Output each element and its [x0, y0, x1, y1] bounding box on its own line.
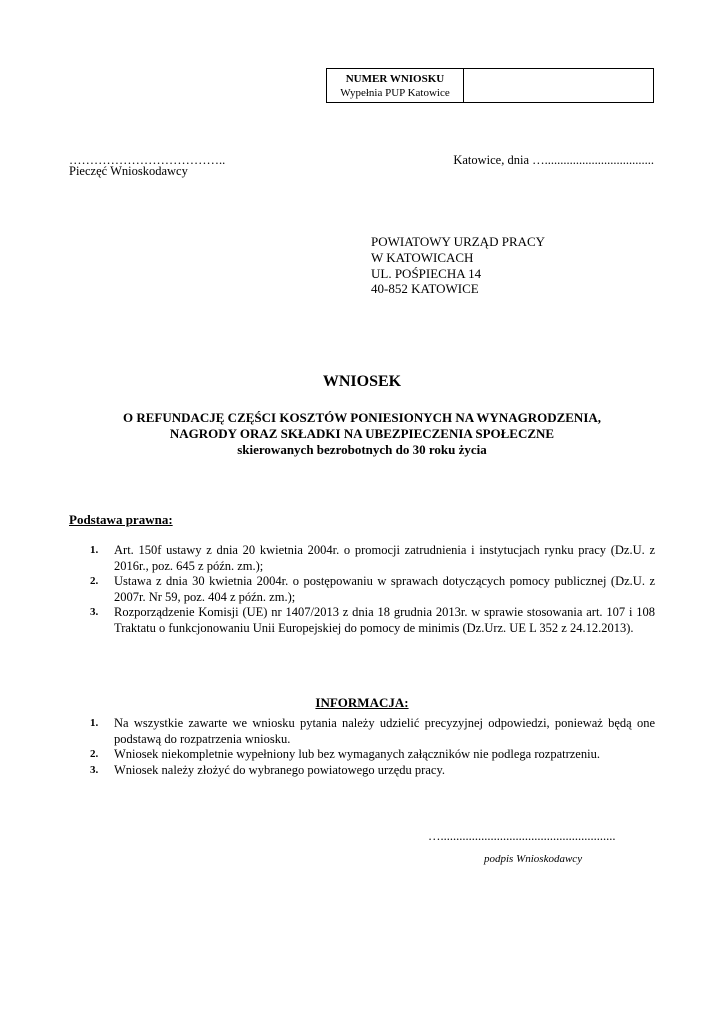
recipient-line: W KATOWICACH	[371, 249, 474, 265]
signature-label: podpis Wnioskodawcy	[484, 853, 583, 865]
recipient-line: UL. POŚPIECHA 14	[371, 265, 482, 281]
list-item-text: Wniosek niekompletnie wypełniony lub bez wymaganych załączników nie podlega rozpatrzeniu.	[114, 747, 600, 761]
list-item-text: Rozporządzenie Komisji (UE) nr 1407/2013 z dnia 18 grudnia 2013r. w sprawie stosowania art. 107 i 108 Traktatu o funkcjonowaniu Unii Europejskiej do pomocy de minimis (Dz.Urz. UE L 352 z 24.12.2013).	[114, 605, 655, 635]
application-number-title: NUMER WNIOSKU	[345, 72, 445, 85]
list-item-text: Wniosek należy złożyć do wybranego powiatowego urzędu pracy.	[114, 762, 446, 777]
list-item	[69, 747, 655, 763]
list-number: 3.	[90, 763, 99, 776]
legal-basis-title: Podstawa prawna:	[69, 512, 173, 527]
list-item-text: Art. 150f ustawy z dnia 20 kwietnia 2004r. o promocji zatrudnienia i instytucjach rynku pracy (Dz.U. z 2016r., poz. 645 z późn. zm.);	[114, 543, 655, 573]
list-item-text: Ustawa z dnia 30 kwietnia 2004r. o postępowaniu w sprawach dotyczących pomocy publicznej (Dz.U. z 2007r. Nr 59, poz. 404 z późn. zm.);	[114, 574, 655, 604]
place-date-field[interactable]: Katowice, dnia …...................................	[453, 153, 654, 167]
list-number: 1.	[90, 717, 99, 729]
application-number-field[interactable]	[464, 69, 653, 102]
document-subtitle-line3: skierowanych bezrobotnych do 30 roku życia	[237, 442, 487, 457]
list-item	[69, 716, 655, 747]
list-item	[69, 574, 655, 605]
document-subtitle-line1: O REFUNDACJĘ CZĘŚCI KOSZTÓW PONIESIONYCH NA WYNAGRODZENIA,	[122, 410, 602, 425]
application-number-label-cell	[327, 69, 464, 102]
recipient-address	[371, 234, 545, 297]
list-item-text: Na wszystkie zawarte we wniosku pytania należy udzielić precyzyjnej odpowiedzi, ponieważ będą one podstawą do rozpatrzenia wniosku.	[114, 716, 655, 746]
list-number: 2.	[90, 575, 99, 587]
signature-dotted-line[interactable]: …........................................................	[428, 829, 616, 843]
list-item	[69, 763, 655, 779]
stamp-label: Pieczęć Wnioskodawcy	[69, 164, 188, 178]
list-number: 1.	[90, 544, 99, 556]
list-item	[69, 605, 655, 636]
application-number-box	[326, 68, 654, 103]
information-list	[69, 716, 655, 778]
application-number-subtitle: Wypełnia PUP Katowice	[340, 86, 450, 99]
recipient-line: 40-852 KATOWICE	[371, 281, 479, 297]
list-number: 2.	[90, 748, 99, 760]
information-title: INFORMACJA:	[315, 695, 409, 710]
list-number: 3.	[90, 606, 99, 618]
recipient-line: POWIATOWY URZĄD PRACY	[371, 234, 546, 249]
stamp-dotted-line[interactable]: ………………………………..	[69, 153, 226, 167]
legal-basis-list	[69, 543, 655, 636]
document-subtitle-line2: NAGRODY ORAZ SKŁADKI NA UBEZPIECZENIA SPOŁECZNE	[169, 426, 555, 441]
document-title: WNIOSEK	[322, 373, 402, 390]
list-item	[69, 543, 655, 574]
